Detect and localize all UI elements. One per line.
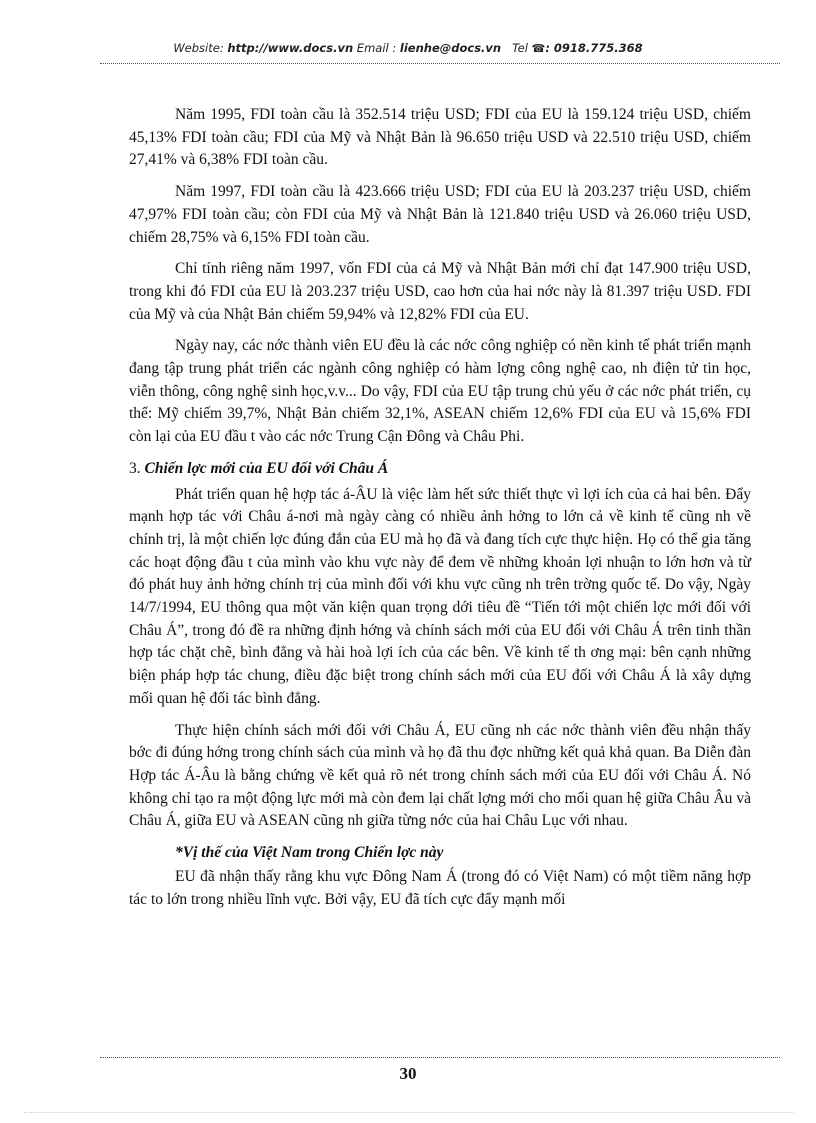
paragraph: EU đã nhận thấy rằng khu vực Đông Nam Á (trong đó có Việt Nam) có một tiềm năng hợp tác to lớn trong nhiều lĩnh vực. Bởi vậy, EU đã tích cực đẩy mạnh mối xyxy=(129,867,751,908)
tel-label: Tel xyxy=(512,41,528,55)
subheading: *Vị thế của Việt Nam trong Chiến lợc này xyxy=(175,844,444,862)
paragraph: Năm 1997, FDI toàn cầu là 423.666 triệu USD; FDI của EU là 203.237 triệu USD, chiếm 47,97% FDI toàn cầu; còn FDI của Mỹ và Nhật Bản là 121.840 triệu USD và 26.060 triệu USD, chiếm 28,75% và 6,15% FDI toàn cầu. xyxy=(129,183,751,246)
footer-divider xyxy=(100,1057,780,1058)
phone-value: : 0918.775.368 xyxy=(545,41,643,55)
paragraph: Chỉ tính riêng năm 1997, vốn FDI của cả Mỹ và Nhật Bản mới chỉ đạt 147.900 triệu USD, trong khi đó FDI của EU là 203.237 triệu USD, cao hơn của hai nớc này là 81.397 triệu USD. FDI của Mỹ và của Nhật Bản chiếm 59,94% và 12,82% FDI của EU. xyxy=(129,260,751,323)
paragraph: Ngày nay, các nớc thành viên EU đều là các nớc công nghiệp có nền kinh tế phát triển mạnh đang tập trung phát triển các ngành công nghiệp có hàm lợng công nghệ cao, nh điện tử tin học, viễn thông, công nghệ sinh học,v.v... Do vậy, FDI của EU tập trung chủ yếu ở các nớc phát triển, cụ thể: Mỹ chiếm 39,7%, Nhật Bản chiếm 32,1%, ASEAN chiếm 12,6% FDI của EU và 15,6% FDI còn lại của EU đầu t vào các nớc Trung Cận Đông và Châu Phi. xyxy=(129,337,751,446)
header-divider xyxy=(100,63,780,64)
paragraph: Phát triển quan hệ hợp tác á-ÂU là việc làm hết sức thiết thực vì lợi ích của cả hai bên. Đẩy mạnh hợp tác với Châu á-nơi mà ngày càng có nhiều ảnh hởng to lớn cả về kinh tế cũng nh về chính trị, là một chiến lợc đúng đắn của EU mà họ đã và đang tích cực thực hiện. Họ có thể gia tăng các hoạt động đầu t của mình vào khu vực này để đem về những khoản lợi nhuận to lớn hơn và từ đó phát huy ảnh hởng chính trị của mình đối với khu vực cũng nh trên trờng quốc tế. Do vậy, Ngày 14/7/1994, EU thông qua một văn kiện quan trọng dới tiêu đề “Tiến tới một chiến lợc mới đối với Châu Á”, trong đó đề ra những định hớng và chính sách mới của EU đối với Châu Á trên tinh thần hợp tác chặt chẽ, bình đẳng và hài hoà lợi ích của các bên. Về kinh tế th ơng mại: bên cạnh những biện pháp hợp tác chung, điều đặc biệt trong chính sách mới của EU đối với Châu Á là xây dựng mối quan hệ đối tác bình đẳng. xyxy=(129,485,751,707)
phone-icon: ☎ xyxy=(531,42,546,55)
email-label: Email : xyxy=(356,41,397,55)
website-label: Website: xyxy=(173,41,224,55)
email-value[interactable]: lienhe@docs.vn xyxy=(399,41,502,55)
section-number: 3. xyxy=(129,459,141,477)
document-body xyxy=(129,104,751,920)
page-header xyxy=(0,41,816,55)
paragraph: Năm 1995, FDI toàn cầu là 352.514 triệu USD; FDI của EU là 159.124 triệu USD, chiếm 45,13% FDI toàn cầu; FDI của Mỹ và Nhật Bản là 96.650 triệu USD và 22.510 triệu USD, chiếm 27,41% và 6,38% FDI toàn cầu. xyxy=(129,106,751,169)
page-number: 30 xyxy=(399,1064,417,1083)
paragraph: Thực hiện chính sách mới đối với Châu Á, EU cũng nh các nớc thành viên đều nhận thấy bớc đi đúng hớng trong chính sách của mình và họ đã thu đợc những kết quả khả quan. Ba Diễn đàn Hợp tác Á-Âu là bằng chứng về kết quả rõ nét trong chính sách mới của EU đối với Châu Á. Nó không chỉ tạo ra một động lực mới mà còn đem lại chất lợng mới cho mối quan hệ giữa Châu Âu và Châu Á, giữa EU và ASEAN cũng nh giữa từng nớc của hai Châu Lục với nhau. xyxy=(129,721,751,830)
website-url[interactable]: http://www.docs.vn xyxy=(227,41,354,55)
section-heading xyxy=(129,458,751,481)
page-bottom-border xyxy=(24,1112,794,1113)
section-title: Chiến lợc mới của EU đối với Châu Á xyxy=(144,459,389,477)
